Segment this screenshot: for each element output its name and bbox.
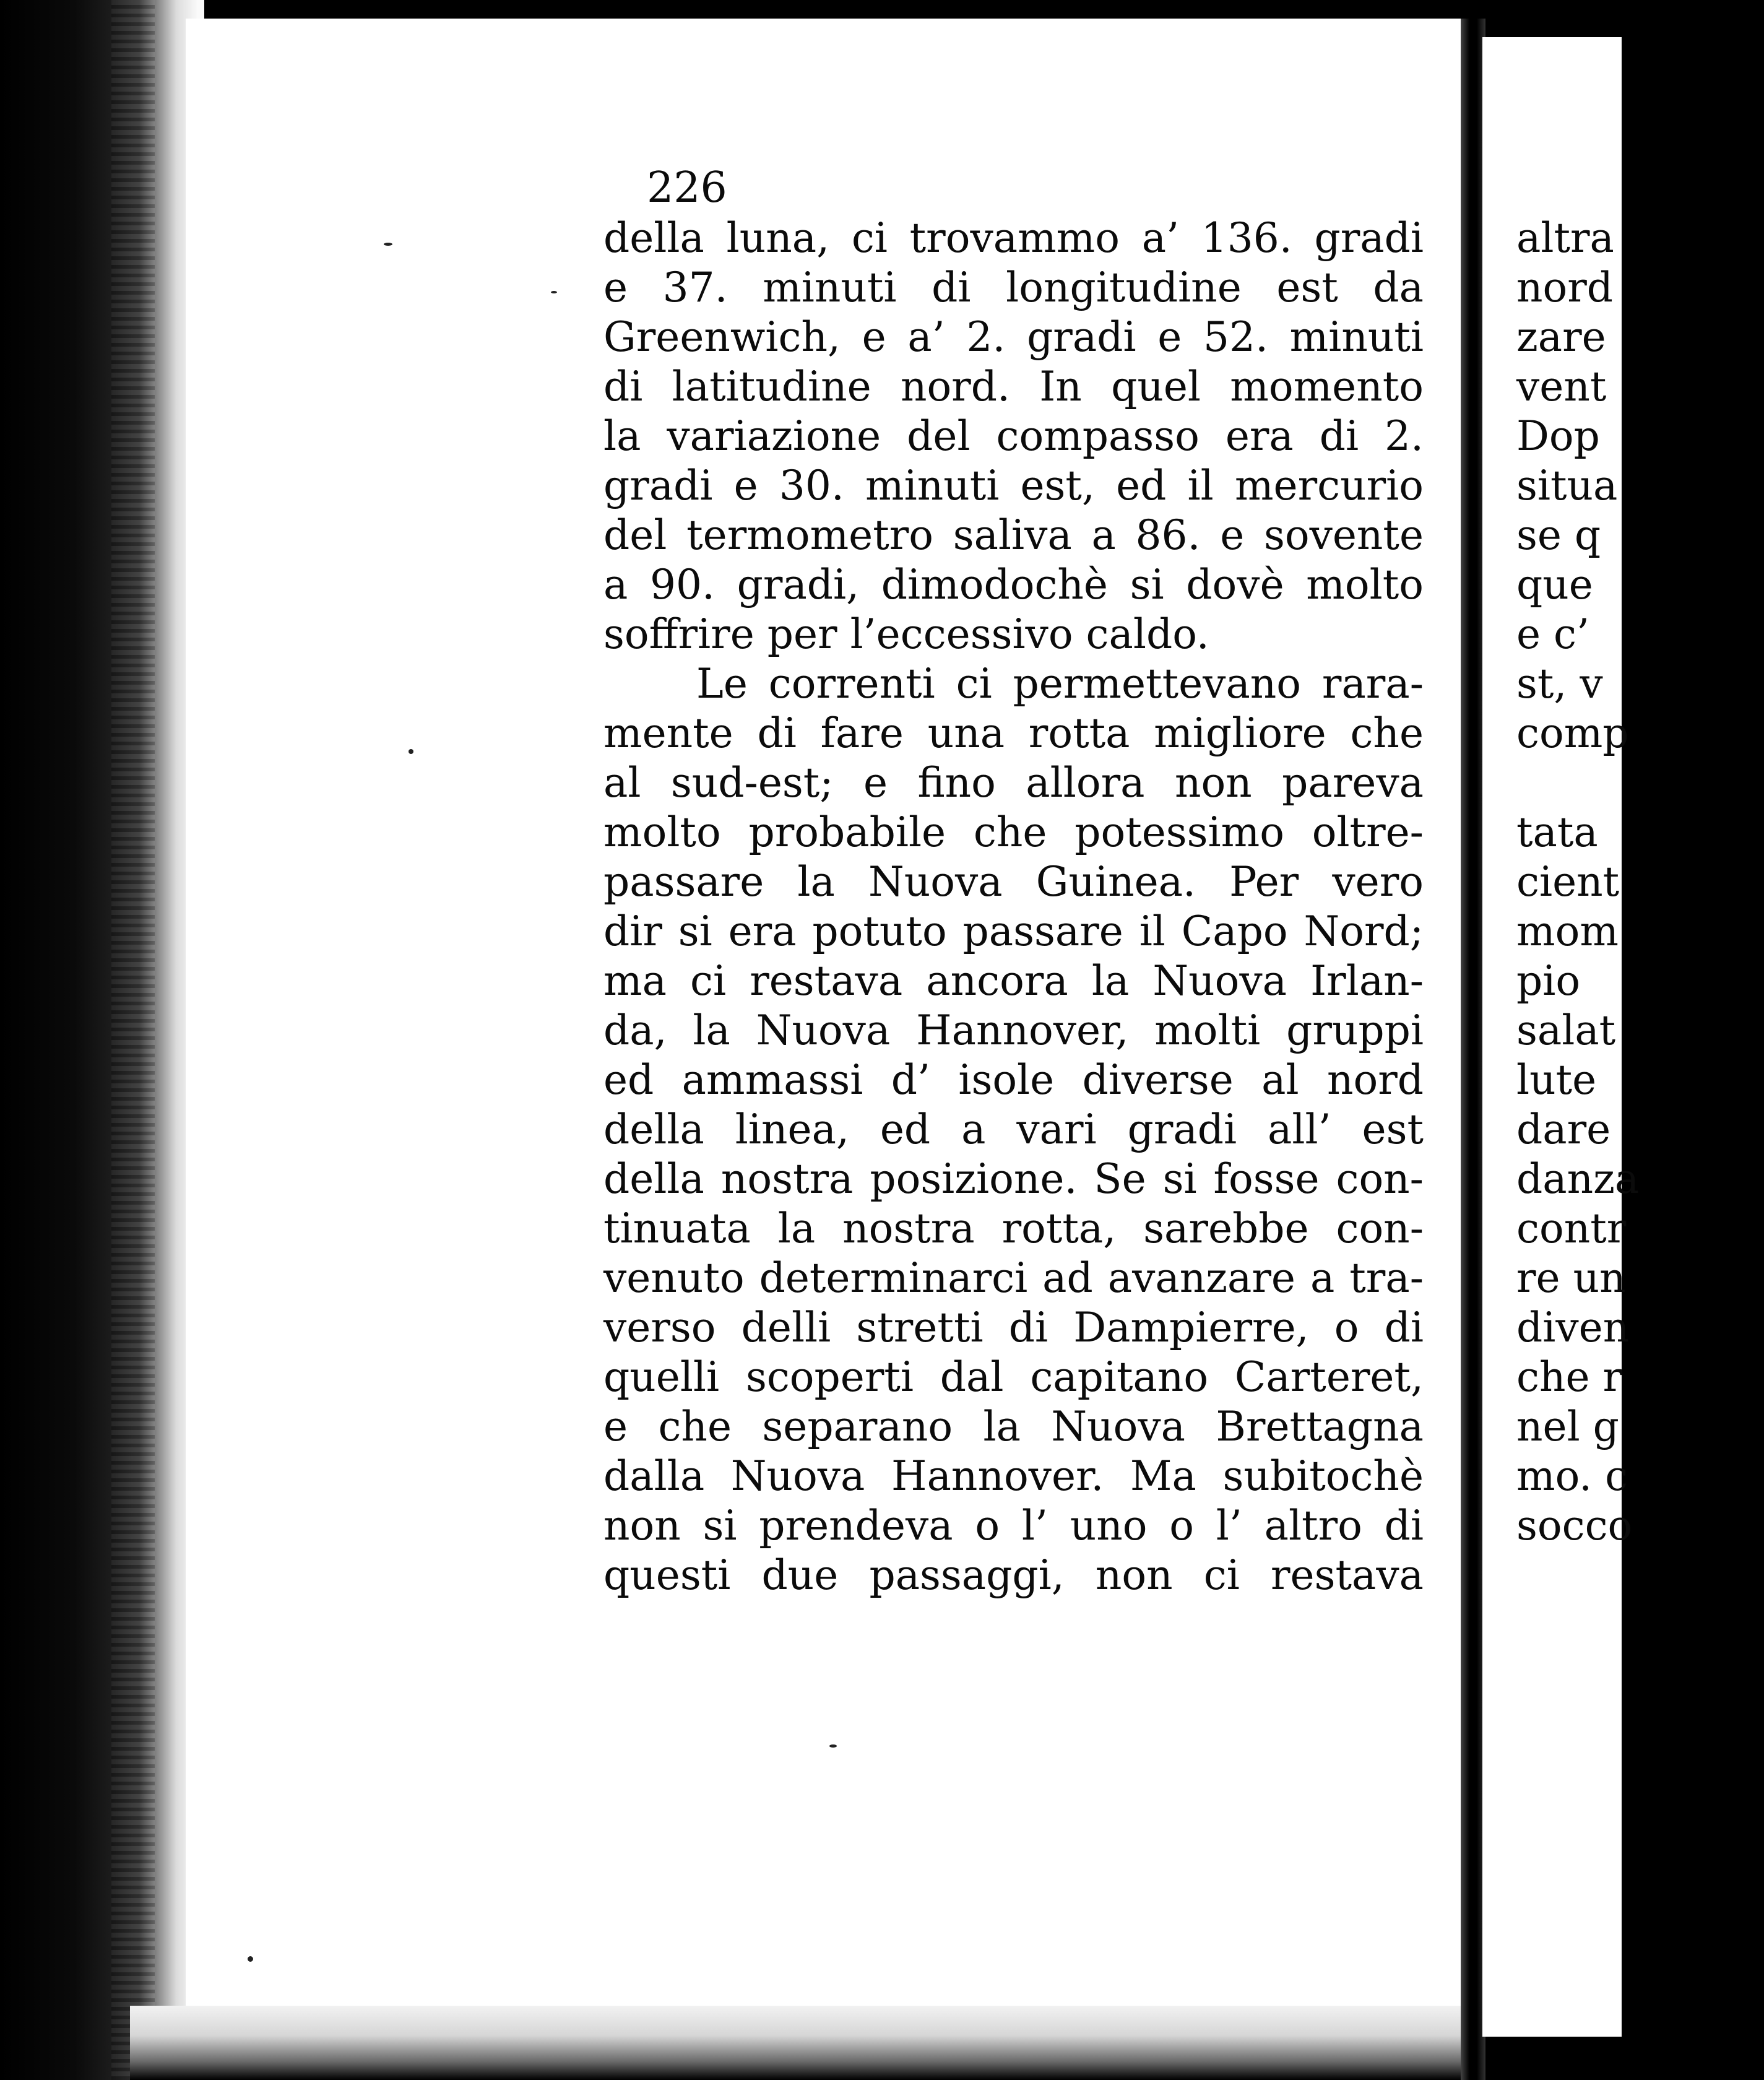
fragment-line: danza <box>1516 1155 1640 1203</box>
scan-top-border <box>0 0 1622 19</box>
scan-speck <box>829 1744 837 1748</box>
text-line: venuto determinarci ad avanzare a tra- <box>603 1254 1424 1302</box>
text-line: al sud-est; e fino allora non pareva <box>603 759 1424 807</box>
text-line: della luna, ci trovammo a’ 136. gradi <box>603 214 1424 262</box>
text-line: ma ci restava ancora la Nuova Irlan- <box>603 957 1424 1005</box>
fragment-line: contr <box>1516 1205 1627 1252</box>
fragment-line: re un <box>1516 1254 1626 1302</box>
text-line: tinuata la nostra rotta, sarebbe con- <box>603 1205 1424 1252</box>
text-line: mente di fare una rotta migliore che <box>603 709 1424 757</box>
paragraph-start-line: Le correnti ci permettevano rara- <box>696 660 1424 708</box>
fragment-line: che r <box>1516 1353 1623 1401</box>
fragment-line: socco <box>1516 1502 1633 1549</box>
fragment-line: se q <box>1516 511 1601 559</box>
scan-speck <box>384 243 392 246</box>
fragment-line: situa <box>1516 462 1618 509</box>
text-line: Greenwich, e a’ 2. gradi e 52. minuti <box>603 313 1424 361</box>
text-line: a 90. gradi, dimodochè si dovè molto <box>603 561 1424 609</box>
text-line: ed ammassi d’ isole diverse al nord <box>603 1056 1424 1104</box>
paragraph-end-line: soffrire per l’eccessivo caldo. <box>603 610 1209 658</box>
fragment-line: lute <box>1516 1056 1597 1104</box>
left-page-text <box>603 214 1424 1600</box>
text-line: verso delli stretti di Dampierre, o di <box>603 1304 1424 1351</box>
book-edge-left <box>0 0 204 2080</box>
fragment-line: dare <box>1516 1106 1611 1153</box>
text-line: della nostra posizione. Se si fosse con- <box>603 1155 1424 1203</box>
fragment-line: tata <box>1516 808 1598 856</box>
text-line: quelli scoperti dal capitano Carteret, <box>603 1353 1424 1401</box>
scan-speck <box>551 291 557 293</box>
text-line: e 37. minuti di longitudine est da <box>603 264 1424 311</box>
text-line: non si prendeva o l’ uno o l’ altro di <box>603 1502 1424 1549</box>
fragment-line: mom <box>1516 908 1619 955</box>
fragment-line: Dop <box>1516 412 1600 460</box>
text-line: dir si era potuto passare il Capo Nord; <box>603 908 1424 955</box>
fragment-line: altra <box>1516 214 1614 262</box>
text-line: dalla Nuova Hannover. Ma subitochè <box>603 1452 1424 1500</box>
fragment-line: zare <box>1516 313 1606 361</box>
fragment-line: e c’ <box>1516 610 1589 658</box>
left-page-bottom-edge <box>130 2006 1461 2080</box>
text-line: da, la Nuova Hannover, molti gruppi <box>603 1007 1424 1054</box>
text-line: di latitudine nord. In quel momento <box>603 363 1424 410</box>
fragment-line: pio <box>1516 957 1581 1005</box>
book-gutter <box>1461 19 1485 2080</box>
fragment-line: salat <box>1516 1007 1616 1054</box>
text-line: del termometro saliva a 86. e sovente <box>603 511 1424 559</box>
text-line: la variazione del compasso era di 2. <box>603 412 1424 460</box>
fragment-line: st, v <box>1516 660 1603 708</box>
scan-speck <box>409 749 413 754</box>
text-line: della linea, ed a vari gradi all’ est <box>603 1106 1424 1153</box>
fragment-line: mo. c <box>1516 1452 1628 1500</box>
text-line: molto probabile che potessimo oltre- <box>603 808 1424 856</box>
text-line: questi due passaggi, non ci restava <box>603 1551 1424 1599</box>
fragment-line: nel g <box>1516 1403 1619 1450</box>
fragment-gap <box>1516 758 1764 808</box>
fragment-line: que <box>1516 561 1593 609</box>
fragment-line: nord <box>1516 264 1614 311</box>
text-line: passare la Nuova Guinea. Per vero <box>603 858 1424 906</box>
fragment-line: comp <box>1516 709 1629 757</box>
fragment-line: diven <box>1516 1304 1630 1351</box>
page-number: 226 <box>647 163 727 212</box>
right-page-text-fragments <box>1516 214 1764 1551</box>
fragment-line: vent <box>1516 363 1607 410</box>
fragment-line: cient <box>1516 858 1620 906</box>
scan-speck <box>248 1956 253 1962</box>
text-line: gradi e 30. minuti est, ed il mercurio <box>603 462 1424 509</box>
text-line: e che separano la Nuova Brettagna <box>603 1403 1424 1450</box>
